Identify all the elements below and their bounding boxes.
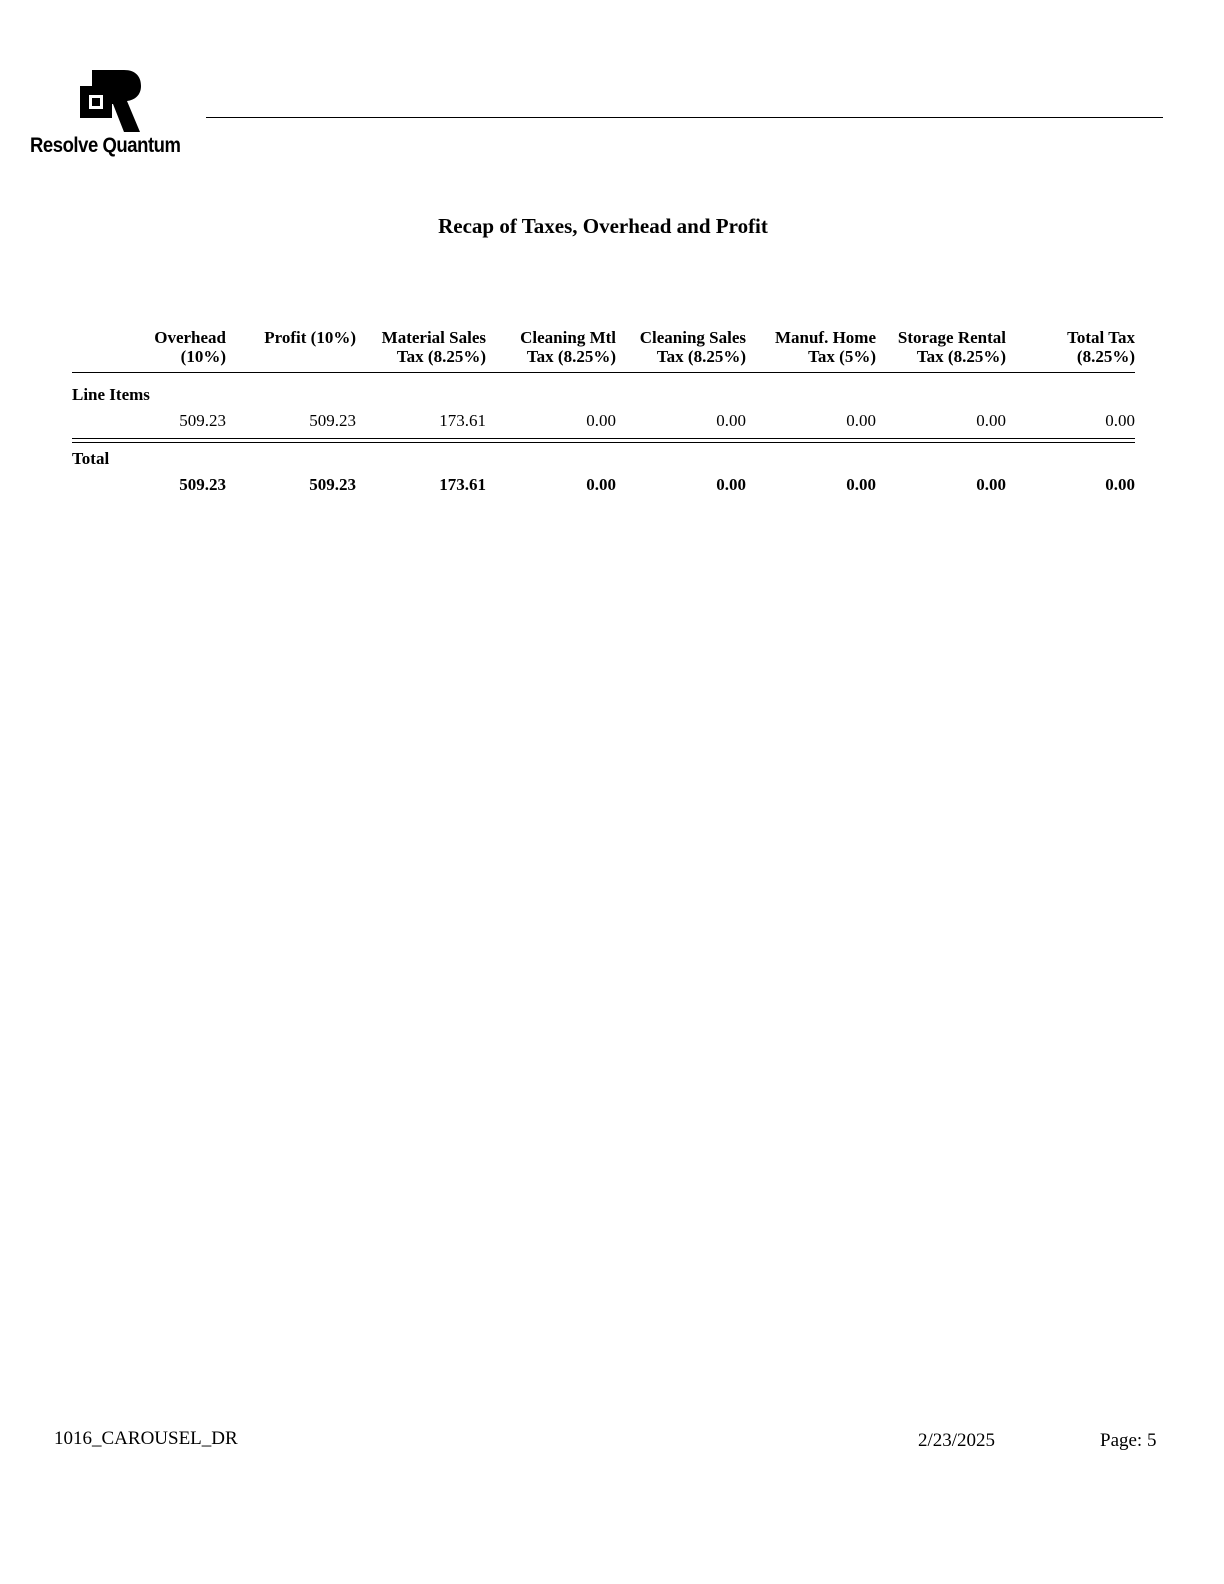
total-manuf-home-tax-value: 0.00 (846, 475, 876, 494)
table-header-row (72, 328, 1135, 373)
total-storage-rental-tax-value: 0.00 (976, 475, 1006, 494)
column-header-storage-rental-tax: Storage Rental Tax (8.25%) (897, 328, 1006, 366)
column-header-overhead: Overhead (10%) (154, 328, 226, 366)
total-cleaning-sales-tax-value: 0.00 (716, 475, 746, 494)
line-items-material-sales-tax-value: 173.61 (439, 411, 486, 430)
column-header-manuf-home-tax: Manuf. Home Tax (5%) (774, 328, 876, 366)
line-items-cleaning-sales-tax-value: 0.00 (716, 411, 746, 430)
line-items-manuf-home-tax-value: 0.00 (846, 411, 876, 430)
section-label-total: Total (72, 449, 110, 468)
column-header-cleaning-sales-tax: Cleaning Sales Tax (8.25%) (639, 328, 746, 366)
line-items-overhead-value: 509.23 (179, 411, 226, 430)
resolve-quantum-logo-icon (78, 68, 144, 134)
logo-text: Resolve Quantum (30, 134, 181, 157)
footer-date: 2/23/2025 (918, 1430, 996, 1451)
column-header-total-tax: Total Tax (8.25%) (1067, 328, 1135, 366)
total-profit-value: 509.23 (309, 475, 356, 494)
section-label-line-items: Line Items (72, 385, 150, 404)
total-material-sales-tax-value: 173.61 (439, 475, 486, 494)
line-items-total-tax-value: 0.00 (1105, 411, 1135, 430)
line-items-profit-value: 509.23 (309, 411, 356, 430)
total-overhead-value: 509.23 (179, 475, 226, 494)
line-items-storage-rental-tax-value: 0.00 (976, 411, 1006, 430)
line-items-cleaning-mtl-tax-value: 0.00 (586, 411, 616, 430)
recap-table (72, 328, 1135, 494)
footer-page-number: Page: 5 (1100, 1430, 1157, 1451)
header-rule (206, 117, 1163, 118)
company-logo (30, 68, 190, 164)
total-cleaning-mtl-tax-value: 0.00 (586, 475, 616, 494)
column-header-material-sales-tax: Material Sales Tax (8.25%) (381, 328, 486, 366)
total-separator-rule (72, 438, 1135, 443)
column-header-profit: Profit (10%) (264, 328, 356, 347)
footer-document-id: 1016_CAROUSEL_DR (54, 1428, 238, 1449)
total-total-tax-value: 0.00 (1105, 475, 1135, 494)
column-header-cleaning-mtl-tax: Cleaning Mtl Tax (8.25%) (520, 328, 616, 366)
page-title: Recap of Taxes, Overhead and Profit (438, 214, 768, 238)
